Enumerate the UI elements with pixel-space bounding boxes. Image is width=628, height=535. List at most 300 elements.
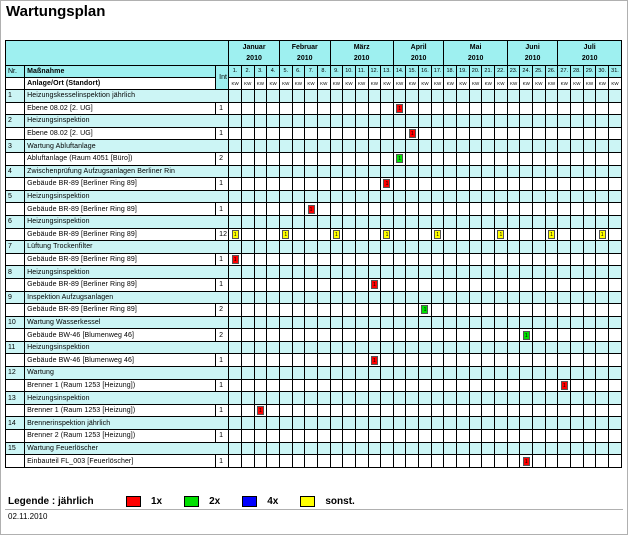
legend-swatch-blue bbox=[242, 496, 257, 507]
schedule-cell bbox=[495, 278, 508, 291]
schedule-cell bbox=[305, 178, 318, 191]
schedule-cell bbox=[609, 203, 622, 216]
schedule-cell bbox=[507, 241, 520, 254]
schedule-mark-yellow[interactable]: 1 bbox=[548, 230, 555, 239]
location-row[interactable] bbox=[6, 102, 622, 115]
schedule-cell bbox=[444, 291, 457, 304]
schedule-cell bbox=[267, 190, 280, 203]
schedule-cell bbox=[431, 190, 444, 203]
schedule-cell bbox=[583, 253, 596, 266]
schedule-cell bbox=[343, 215, 356, 228]
schedule-cell bbox=[229, 455, 242, 468]
schedule-mark-red[interactable]: 1 bbox=[396, 104, 403, 113]
location-row[interactable] bbox=[6, 354, 622, 367]
schedule-cell bbox=[533, 455, 546, 468]
schedule-cell bbox=[482, 404, 495, 417]
week-number: 4. bbox=[267, 66, 280, 78]
schedule-cell[interactable] bbox=[368, 278, 381, 291]
task-row[interactable] bbox=[6, 417, 622, 430]
schedule-cell bbox=[558, 127, 571, 140]
schedule-cell bbox=[343, 329, 356, 342]
schedule-cell bbox=[431, 455, 444, 468]
schedule-mark-red[interactable]: 1 bbox=[257, 406, 264, 415]
schedule-cell bbox=[254, 367, 267, 380]
schedule-cell bbox=[507, 278, 520, 291]
location-row[interactable] bbox=[6, 152, 622, 165]
schedule-mark-yellow[interactable]: 1 bbox=[232, 230, 239, 239]
schedule-cell bbox=[444, 417, 457, 430]
task-measure: Brennerinspektion jährlich bbox=[25, 417, 229, 430]
schedule-cell bbox=[406, 266, 419, 279]
schedule-mark-red[interactable]: 1 bbox=[308, 205, 315, 214]
schedule-cell bbox=[520, 178, 533, 191]
schedule-cell bbox=[292, 253, 305, 266]
schedule-mark-yellow[interactable]: 1 bbox=[599, 230, 606, 239]
schedule-mark-red[interactable]: 1 bbox=[523, 457, 530, 466]
task-row[interactable] bbox=[6, 190, 622, 203]
schedule-mark-green[interactable]: 1 bbox=[523, 331, 530, 340]
schedule-cell bbox=[469, 278, 482, 291]
schedule-cell bbox=[267, 404, 280, 417]
schedule-cell[interactable] bbox=[305, 203, 318, 216]
location-row[interactable] bbox=[6, 127, 622, 140]
schedule-cell bbox=[571, 228, 584, 241]
task-row[interactable] bbox=[6, 367, 622, 380]
schedule-mark-green[interactable]: 1 bbox=[396, 154, 403, 163]
location-row[interactable] bbox=[6, 228, 622, 241]
schedule-cell bbox=[381, 316, 394, 329]
schedule-cell bbox=[520, 203, 533, 216]
schedule-cell bbox=[343, 291, 356, 304]
schedule-cell bbox=[419, 241, 432, 254]
kw-label: KW bbox=[241, 78, 254, 90]
schedule-cell bbox=[583, 102, 596, 115]
schedule-cell bbox=[368, 291, 381, 304]
schedule-cell bbox=[279, 304, 292, 317]
task-row[interactable] bbox=[6, 140, 622, 153]
schedule-cell bbox=[267, 127, 280, 140]
schedule-cell bbox=[355, 291, 368, 304]
schedule-cell bbox=[406, 152, 419, 165]
schedule-cell bbox=[609, 215, 622, 228]
schedule-cell bbox=[558, 417, 571, 430]
schedule-cell bbox=[355, 152, 368, 165]
schedule-cell bbox=[507, 203, 520, 216]
schedule-cell bbox=[381, 304, 394, 317]
schedule-mark-red[interactable]: 1 bbox=[383, 179, 390, 188]
schedule-mark-red[interactable]: 1 bbox=[371, 356, 378, 365]
task-nr: 6 bbox=[6, 215, 25, 228]
schedule-cell bbox=[393, 178, 406, 191]
schedule-cell[interactable] bbox=[393, 102, 406, 115]
task-nr: 13 bbox=[6, 392, 25, 405]
schedule-cell bbox=[241, 115, 254, 128]
schedule-cell bbox=[419, 417, 432, 430]
schedule-mark-green[interactable]: 1 bbox=[421, 305, 428, 314]
schedule-cell bbox=[596, 354, 609, 367]
schedule-cell bbox=[330, 316, 343, 329]
schedule-cell bbox=[507, 304, 520, 317]
task-nr-blank bbox=[6, 354, 25, 367]
schedule-cell bbox=[520, 102, 533, 115]
schedule-cell bbox=[457, 165, 470, 178]
schedule-cell bbox=[444, 341, 457, 354]
schedule-cell bbox=[343, 392, 356, 405]
schedule-cell bbox=[609, 316, 622, 329]
schedule-cell bbox=[317, 140, 330, 153]
schedule-cell bbox=[229, 266, 242, 279]
schedule-cell bbox=[343, 367, 356, 380]
schedule-cell bbox=[254, 455, 267, 468]
task-interval: 1 bbox=[216, 430, 229, 443]
schedule-cell bbox=[267, 316, 280, 329]
schedule-cell bbox=[596, 215, 609, 228]
task-interval: 1 bbox=[216, 379, 229, 392]
schedule-cell bbox=[533, 102, 546, 115]
schedule-cell[interactable] bbox=[381, 228, 394, 241]
schedule-cell bbox=[558, 190, 571, 203]
schedule-cell bbox=[533, 253, 546, 266]
kw-label: KW bbox=[545, 78, 558, 90]
schedule-cell bbox=[520, 291, 533, 304]
schedule-cell bbox=[431, 341, 444, 354]
schedule-cell bbox=[355, 354, 368, 367]
schedule-cell bbox=[545, 152, 558, 165]
schedule-cell bbox=[571, 152, 584, 165]
schedule-cell bbox=[431, 152, 444, 165]
schedule-cell bbox=[355, 430, 368, 443]
schedule-cell bbox=[545, 354, 558, 367]
schedule-cell bbox=[267, 241, 280, 254]
task-measure: Heizungskesselinspektion jährlich bbox=[25, 90, 229, 103]
schedule-cell[interactable] bbox=[279, 228, 292, 241]
task-row[interactable] bbox=[6, 291, 622, 304]
schedule-cell bbox=[381, 379, 394, 392]
schedule-cell bbox=[292, 203, 305, 216]
schedule-cell bbox=[330, 115, 343, 128]
schedule-cell bbox=[469, 430, 482, 443]
schedule-cell bbox=[609, 241, 622, 254]
schedule-cell bbox=[343, 178, 356, 191]
schedule-cell[interactable] bbox=[419, 304, 432, 317]
schedule-cell[interactable] bbox=[393, 152, 406, 165]
schedule-cell bbox=[292, 442, 305, 455]
task-row[interactable] bbox=[6, 241, 622, 254]
schedule-cell bbox=[406, 253, 419, 266]
schedule-cell bbox=[457, 379, 470, 392]
schedule-cell bbox=[571, 165, 584, 178]
location-row[interactable] bbox=[6, 253, 622, 266]
schedule-cell bbox=[583, 442, 596, 455]
schedule-cell bbox=[229, 367, 242, 380]
schedule-cell bbox=[558, 354, 571, 367]
schedule-cell bbox=[292, 178, 305, 191]
schedule-cell bbox=[241, 90, 254, 103]
schedule-cell bbox=[533, 379, 546, 392]
schedule-cell bbox=[368, 304, 381, 317]
schedule-mark-yellow[interactable]: 1 bbox=[383, 230, 390, 239]
location-row[interactable] bbox=[6, 430, 622, 443]
schedule-cell bbox=[419, 152, 432, 165]
schedule-cell bbox=[330, 278, 343, 291]
schedule-cell bbox=[241, 354, 254, 367]
schedule-cell bbox=[507, 329, 520, 342]
schedule-cell bbox=[267, 329, 280, 342]
schedule-cell[interactable] bbox=[330, 228, 343, 241]
schedule-cell bbox=[457, 417, 470, 430]
schedule-cell bbox=[545, 442, 558, 455]
schedule-cell bbox=[596, 304, 609, 317]
schedule-cell bbox=[520, 253, 533, 266]
schedule-cell bbox=[431, 430, 444, 443]
schedule-cell bbox=[609, 341, 622, 354]
schedule-cell bbox=[393, 455, 406, 468]
schedule-cell bbox=[317, 442, 330, 455]
col-location: Anlage/Ort (Standort) bbox=[25, 78, 216, 90]
schedule-cell bbox=[368, 140, 381, 153]
schedule-cell bbox=[241, 404, 254, 417]
task-row[interactable] bbox=[6, 115, 622, 128]
schedule-cell bbox=[507, 341, 520, 354]
schedule-cell bbox=[241, 291, 254, 304]
schedule-cell bbox=[368, 329, 381, 342]
task-measure: Heizungsinspektion bbox=[25, 341, 229, 354]
schedule-mark-red[interactable]: 1 bbox=[409, 129, 416, 138]
location-row[interactable] bbox=[6, 278, 622, 291]
schedule-cell bbox=[393, 253, 406, 266]
schedule-cell bbox=[279, 90, 292, 103]
schedule-cell bbox=[355, 316, 368, 329]
month-year: 2010 bbox=[581, 55, 598, 62]
schedule-cell bbox=[583, 329, 596, 342]
schedule-cell[interactable] bbox=[254, 404, 267, 417]
schedule-cell bbox=[292, 215, 305, 228]
schedule-cell bbox=[609, 90, 622, 103]
schedule-mark-red[interactable]: 1 bbox=[232, 255, 239, 264]
legend-item-2x: 2x bbox=[184, 496, 220, 507]
schedule-cell bbox=[495, 417, 508, 430]
schedule-cell bbox=[381, 354, 394, 367]
schedule-cell bbox=[533, 442, 546, 455]
schedule-cell[interactable] bbox=[229, 253, 242, 266]
kw-label: KW bbox=[292, 78, 305, 90]
location-row[interactable] bbox=[6, 404, 622, 417]
schedule-cell bbox=[292, 354, 305, 367]
schedule-cell bbox=[393, 127, 406, 140]
schedule-cell bbox=[444, 266, 457, 279]
schedule-cell bbox=[444, 115, 457, 128]
schedule-cell bbox=[305, 152, 318, 165]
schedule-cell bbox=[267, 379, 280, 392]
month-header bbox=[393, 41, 444, 66]
location-row[interactable] bbox=[6, 329, 622, 342]
schedule-cell bbox=[330, 329, 343, 342]
schedule-cell bbox=[292, 341, 305, 354]
schedule-cell bbox=[571, 442, 584, 455]
schedule-cell bbox=[254, 115, 267, 128]
schedule-cell bbox=[254, 417, 267, 430]
month-year: 2010 bbox=[246, 55, 262, 62]
schedule-cell bbox=[254, 329, 267, 342]
schedule-cell bbox=[317, 379, 330, 392]
schedule-cell bbox=[596, 190, 609, 203]
schedule-cell bbox=[444, 379, 457, 392]
schedule-cell bbox=[254, 127, 267, 140]
location-row[interactable] bbox=[6, 178, 622, 191]
schedule-cell[interactable] bbox=[520, 455, 533, 468]
schedule-cell bbox=[305, 392, 318, 405]
task-nr: 7 bbox=[6, 241, 25, 254]
schedule-cell bbox=[254, 165, 267, 178]
schedule-cell bbox=[393, 404, 406, 417]
schedule-cell bbox=[355, 90, 368, 103]
schedule-cell bbox=[368, 392, 381, 405]
task-row[interactable] bbox=[6, 316, 622, 329]
schedule-cell[interactable] bbox=[495, 228, 508, 241]
schedule-cell bbox=[558, 140, 571, 153]
schedule-cell[interactable] bbox=[229, 228, 242, 241]
task-row[interactable] bbox=[6, 442, 622, 455]
schedule-cell bbox=[292, 115, 305, 128]
schedule-cell bbox=[368, 152, 381, 165]
schedule-cell bbox=[419, 127, 432, 140]
task-row[interactable] bbox=[6, 392, 622, 405]
schedule-cell bbox=[381, 90, 394, 103]
schedule-cell bbox=[241, 392, 254, 405]
task-interval: 1 bbox=[216, 455, 229, 468]
location-row[interactable] bbox=[6, 304, 622, 317]
schedule-cell[interactable] bbox=[558, 379, 571, 392]
schedule-cell bbox=[343, 152, 356, 165]
schedule-cell[interactable] bbox=[431, 228, 444, 241]
schedule-cell bbox=[583, 404, 596, 417]
schedule-cell bbox=[305, 417, 318, 430]
schedule-cell bbox=[609, 165, 622, 178]
schedule-cell bbox=[267, 152, 280, 165]
schedule-cell bbox=[343, 90, 356, 103]
schedule-cell bbox=[469, 140, 482, 153]
schedule-cell bbox=[545, 278, 558, 291]
schedule-cell bbox=[533, 278, 546, 291]
schedule-cell bbox=[305, 404, 318, 417]
schedule-cell bbox=[495, 140, 508, 153]
schedule-cell bbox=[305, 329, 318, 342]
schedule-cell bbox=[419, 253, 432, 266]
task-measure: Zwischenprüfung Aufzugsanlagen Berliner Rin bbox=[25, 165, 229, 178]
schedule-cell[interactable] bbox=[520, 329, 533, 342]
schedule-mark-yellow[interactable]: 1 bbox=[333, 230, 340, 239]
schedule-cell bbox=[279, 404, 292, 417]
week-number: 23. bbox=[507, 66, 520, 78]
schedule-cell bbox=[419, 266, 432, 279]
schedule-cell bbox=[343, 203, 356, 216]
kw-label: KW bbox=[368, 78, 381, 90]
schedule-cell bbox=[406, 367, 419, 380]
task-row[interactable] bbox=[6, 215, 622, 228]
schedule-cell bbox=[419, 316, 432, 329]
week-number: 12. bbox=[368, 66, 381, 78]
schedule-cell bbox=[343, 341, 356, 354]
schedule-cell bbox=[279, 178, 292, 191]
schedule-cell bbox=[596, 140, 609, 153]
schedule-cell bbox=[279, 316, 292, 329]
location-row[interactable] bbox=[6, 455, 622, 468]
schedule-cell bbox=[368, 215, 381, 228]
schedule-cell[interactable] bbox=[381, 178, 394, 191]
schedule-cell bbox=[368, 241, 381, 254]
schedule-cell bbox=[229, 442, 242, 455]
schedule-mark-yellow[interactable]: 1 bbox=[434, 230, 441, 239]
location-row[interactable] bbox=[6, 379, 622, 392]
legend bbox=[8, 496, 377, 507]
task-row[interactable] bbox=[6, 90, 622, 103]
schedule-cell bbox=[609, 127, 622, 140]
schedule-cell bbox=[545, 367, 558, 380]
week-number: 29. bbox=[583, 66, 596, 78]
schedule-cell bbox=[343, 228, 356, 241]
schedule-cell bbox=[317, 228, 330, 241]
schedule-cell bbox=[507, 127, 520, 140]
task-location: Ebene 08.02 [2. UG] bbox=[25, 127, 216, 140]
schedule-cell[interactable] bbox=[406, 127, 419, 140]
schedule-cell bbox=[431, 178, 444, 191]
schedule-cell bbox=[444, 127, 457, 140]
task-row[interactable] bbox=[6, 165, 622, 178]
schedule-mark-red[interactable]: 1 bbox=[371, 280, 378, 289]
schedule-mark-yellow[interactable]: 1 bbox=[282, 230, 289, 239]
schedule-cell bbox=[292, 316, 305, 329]
task-location: Gebäude BR-89 [Berliner Ring 89] bbox=[25, 228, 216, 241]
schedule-cell bbox=[495, 367, 508, 380]
schedule-cell[interactable] bbox=[545, 228, 558, 241]
schedule-mark-red[interactable]: 1 bbox=[561, 381, 568, 390]
schedule-cell bbox=[495, 190, 508, 203]
location-row[interactable] bbox=[6, 203, 622, 216]
schedule-cell bbox=[368, 178, 381, 191]
kw-label: KW bbox=[609, 78, 622, 90]
month-name: Februar bbox=[291, 44, 318, 51]
schedule-cell[interactable] bbox=[368, 354, 381, 367]
schedule-cell bbox=[609, 278, 622, 291]
schedule-cell bbox=[254, 304, 267, 317]
schedule-cell bbox=[558, 455, 571, 468]
task-row[interactable] bbox=[6, 341, 622, 354]
schedule-cell bbox=[457, 430, 470, 443]
schedule-cell bbox=[545, 266, 558, 279]
task-interval: 2 bbox=[216, 304, 229, 317]
schedule-cell bbox=[495, 203, 508, 216]
schedule-cell[interactable] bbox=[596, 228, 609, 241]
schedule-cell bbox=[507, 442, 520, 455]
schedule-cell bbox=[507, 253, 520, 266]
schedule-cell bbox=[558, 329, 571, 342]
schedule-mark-yellow[interactable]: 1 bbox=[497, 230, 504, 239]
schedule-cell bbox=[343, 278, 356, 291]
schedule-cell bbox=[330, 354, 343, 367]
schedule-cell bbox=[241, 455, 254, 468]
schedule-cell bbox=[469, 341, 482, 354]
schedule-cell bbox=[571, 304, 584, 317]
schedule-cell bbox=[241, 228, 254, 241]
task-nr-blank bbox=[6, 152, 25, 165]
schedule-cell bbox=[431, 291, 444, 304]
schedule-cell bbox=[571, 178, 584, 191]
task-row[interactable] bbox=[6, 266, 622, 279]
schedule-cell bbox=[393, 278, 406, 291]
task-measure: Heizungsinspektion bbox=[25, 215, 229, 228]
schedule-cell bbox=[406, 102, 419, 115]
schedule-cell bbox=[507, 266, 520, 279]
